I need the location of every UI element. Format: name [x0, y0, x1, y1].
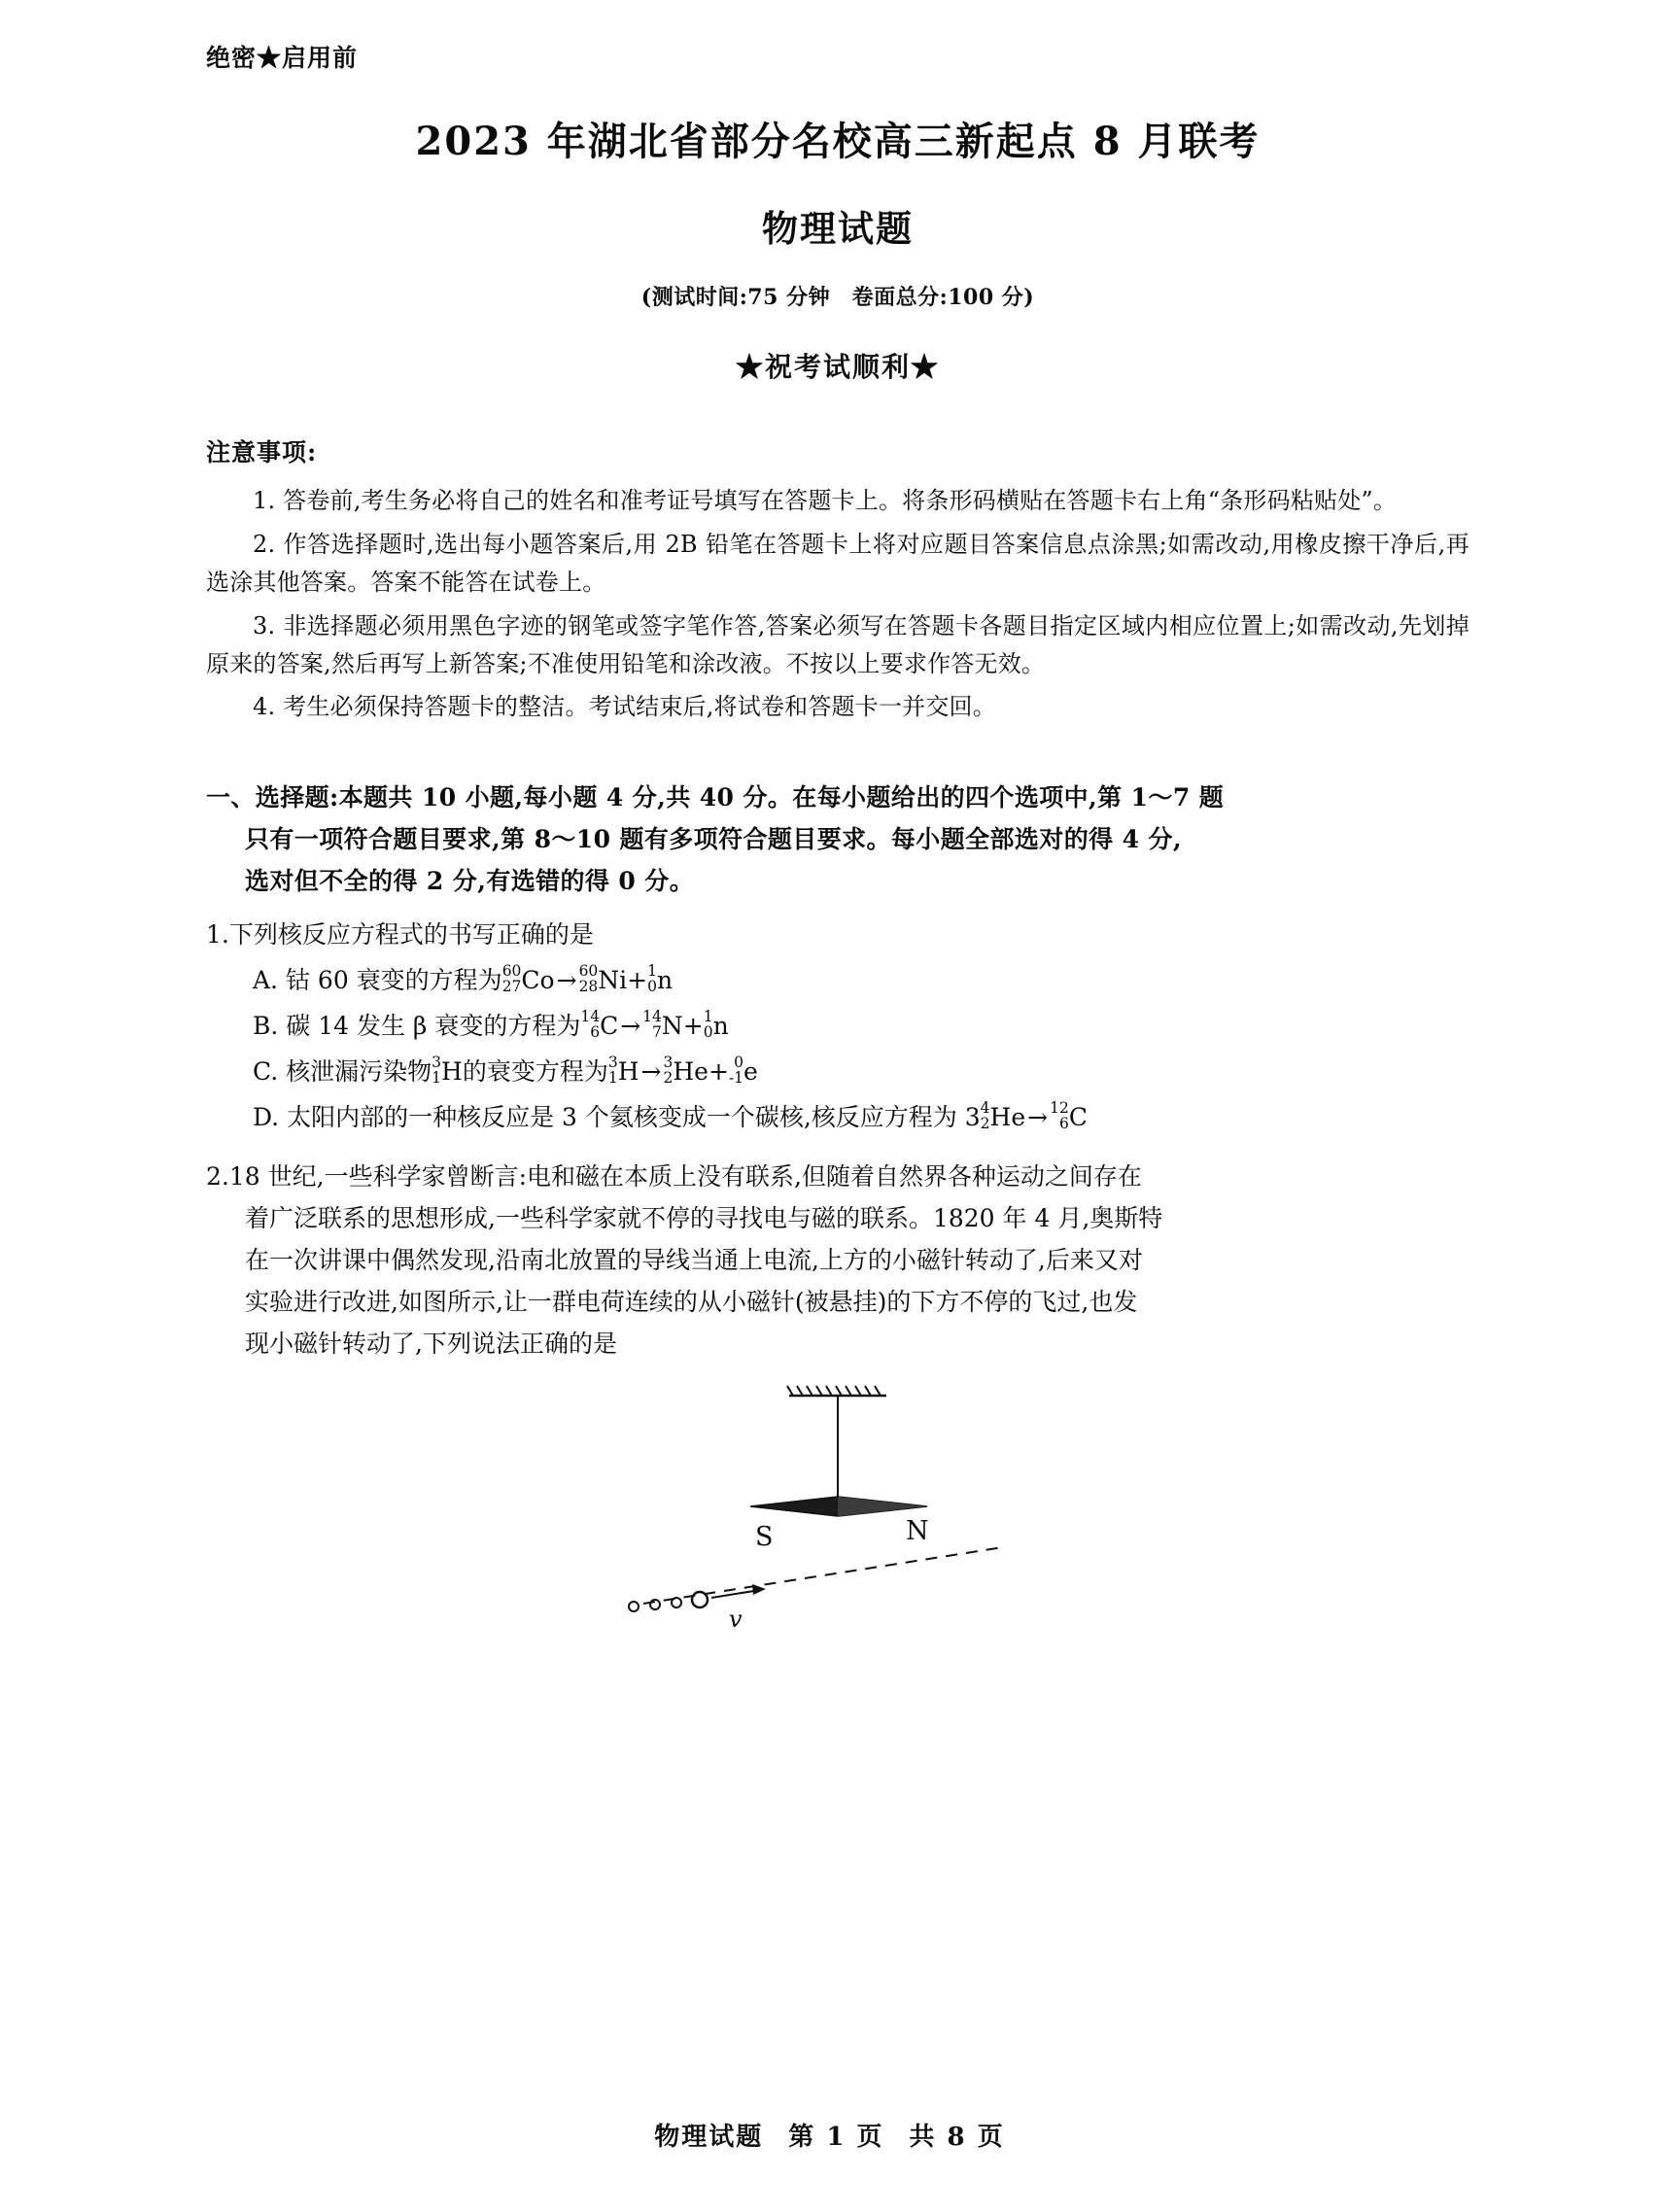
nuclide-c12: 12 6 C	[1050, 1098, 1088, 1133]
option-c-text-2: 的衰变方程为	[462, 1057, 608, 1087]
option-d-label: D.	[253, 1103, 280, 1132]
question-2-figure	[206, 1382, 1469, 1674]
nuclide-n14: 14 7 N	[642, 1007, 683, 1042]
question-2	[206, 1156, 1469, 1365]
question-2-line-1	[206, 1156, 1469, 1197]
notice-item-2: 2. 作答选择题时,选出每小题答案后,用 2B 铅笔在答题卡上将对应题目答案信息点涂黑;如需改动,用橡皮擦干净后,再选涂其他答案。答案不能答在试卷上。	[206, 530, 1469, 596]
page-footer	[0, 2117, 1659, 2153]
notice-item-4: 4. 考生必须保持答题卡的整洁。考试结束后,将试卷和答题卡一并交回。	[253, 693, 996, 721]
question-1	[206, 914, 1469, 955]
footer-total: 共 8 页	[909, 2123, 1005, 2152]
option-a-label: A.	[253, 966, 279, 995]
question-1-number: 1.	[206, 920, 229, 950]
option-a-text: 钴 60 衰变的方程为	[285, 966, 502, 995]
notice-heading: 注意事项:	[206, 438, 318, 467]
option-d-text: 太阳内部的一种核反应是 3 个氦核变成一个碳核,核反应方程为	[287, 1103, 957, 1132]
question-2-number: 2.	[206, 1162, 229, 1192]
nuclide-neutron-b: 1 0 n	[703, 1007, 729, 1042]
question-1-option-b: B. 碳 14 发生 β 衰变的方程为 14 6 C→ 14 7 N+ 1 0 n	[206, 1005, 1469, 1047]
nuclide-co60: 60 27 Co	[501, 961, 555, 996]
option-b-label: B.	[253, 1012, 279, 1041]
question-2-line-4: 实验进行改进,如图所示,让一群电荷连续的从小磁针(被悬挂)的下方不停的飞过,也发	[245, 1288, 1138, 1317]
nuclide-ni60: 60 28 Ni	[578, 961, 628, 996]
secret-label: 绝密★启用前	[206, 44, 359, 72]
question-2-line-1-text: 18 世纪,一些科学家曾断言:电和磁在本质上没有联系,但随着自然界各种运动之间存在	[228, 1162, 1142, 1192]
section-heading-line-3: 选对但不全的得 2 分,有选错的得 0 分。	[245, 867, 695, 896]
question-1-stem	[206, 914, 1469, 955]
nuclide-he4: 4 2 He	[980, 1098, 1026, 1133]
question-1-stem-text: 下列核反应方程式的书写正确的是	[228, 920, 594, 950]
question-1-option-c: C. 核泄漏污染物 3 1 H的衰变方程为 3 1 H→ 3 2 He+ 0 -1 e	[206, 1051, 1469, 1092]
question-2-line-2: 着广泛联系的思想形成,一些科学家就不停的寻找电与磁的联系。1820 年 4 月,奥斯特	[245, 1204, 1163, 1233]
velocity-label: v	[729, 1606, 743, 1634]
question-1-option-d: D. 太阳内部的一种核反应是 3 个氦核变成一个碳核,核反应方程为 3 4 2 He→ 12 6 C	[206, 1096, 1469, 1138]
needle-label-s: S	[755, 1522, 774, 1553]
page-content	[206, 39, 1469, 1674]
nuclide-c14: 14 6 C	[580, 1007, 619, 1042]
option-c-label: C.	[253, 1057, 279, 1087]
section-heading-line-1: 一、选择题:本题共 10 小题,每小题 4 分,共 40 分。在每小题给出的四个选项中,第 1～7 题	[206, 783, 1225, 812]
needle-label-n: N	[906, 1516, 929, 1547]
footer-page: 第 1 页	[788, 2123, 884, 2152]
nuclide-he3: 3 2 He	[663, 1053, 709, 1088]
nuclide-h3-b: 3 1 H	[607, 1053, 639, 1088]
subject-title: 物理试题	[762, 207, 914, 250]
question-2-line-5: 现小磁针转动了,下列说法正确的是	[245, 1330, 617, 1359]
magnetic-needle-diagram	[206, 1382, 1469, 1674]
exam-meta: (测试时间:75 分钟 卷面总分:100 分)	[640, 285, 1035, 310]
page-title: 2023 年湖北省部分名校高三新起点 8 月联考	[415, 119, 1261, 164]
nuclide-neutron: 1 0 n	[647, 961, 674, 996]
section-heading-line-2: 只有一项符合题目要求,第 8～10 题有多项符合题目要求。每小题全部选对的得 4 分,	[245, 825, 1183, 854]
nuclide-electron: 0 -1 e	[728, 1053, 758, 1088]
nuclide-h3: 3 1 H	[432, 1053, 463, 1088]
question-1-option-a: A. 钴 60 衰变的方程为 60 27 Co→ 60 28 Ni+ 1 0 n	[206, 959, 1469, 1001]
section-heading	[206, 777, 1469, 902]
notice-item-3: 3. 非选择题必须用黑色字迹的钢笔或签字笔作答,答案必须写在答题卡各题目指定区域内相应位置上;如需改动,先划掉原来的答案,然后再写上新答案;不准使用铅笔和涂改液。不按以上要求作答无效。	[206, 611, 1469, 677]
footer-subject: 物理试题	[654, 2123, 764, 2152]
question-2-line-3: 在一次讲课中偶然发现,沿南北放置的导线当通上电流,上方的小磁针转动了,后来又对	[245, 1246, 1143, 1275]
option-b-text: 碳 14 发生 β 衰变的方程为	[286, 1012, 581, 1041]
option-c-text: 核泄漏污染物	[286, 1057, 432, 1087]
notice-item-1: 1. 答卷前,考生务必将自己的姓名和准考证号填写在答题卡上。将条形码横贴在答题卡右上角“条形码粘贴处”。	[253, 487, 1398, 514]
good-luck-text: ★祝考试顺利★	[735, 351, 940, 383]
